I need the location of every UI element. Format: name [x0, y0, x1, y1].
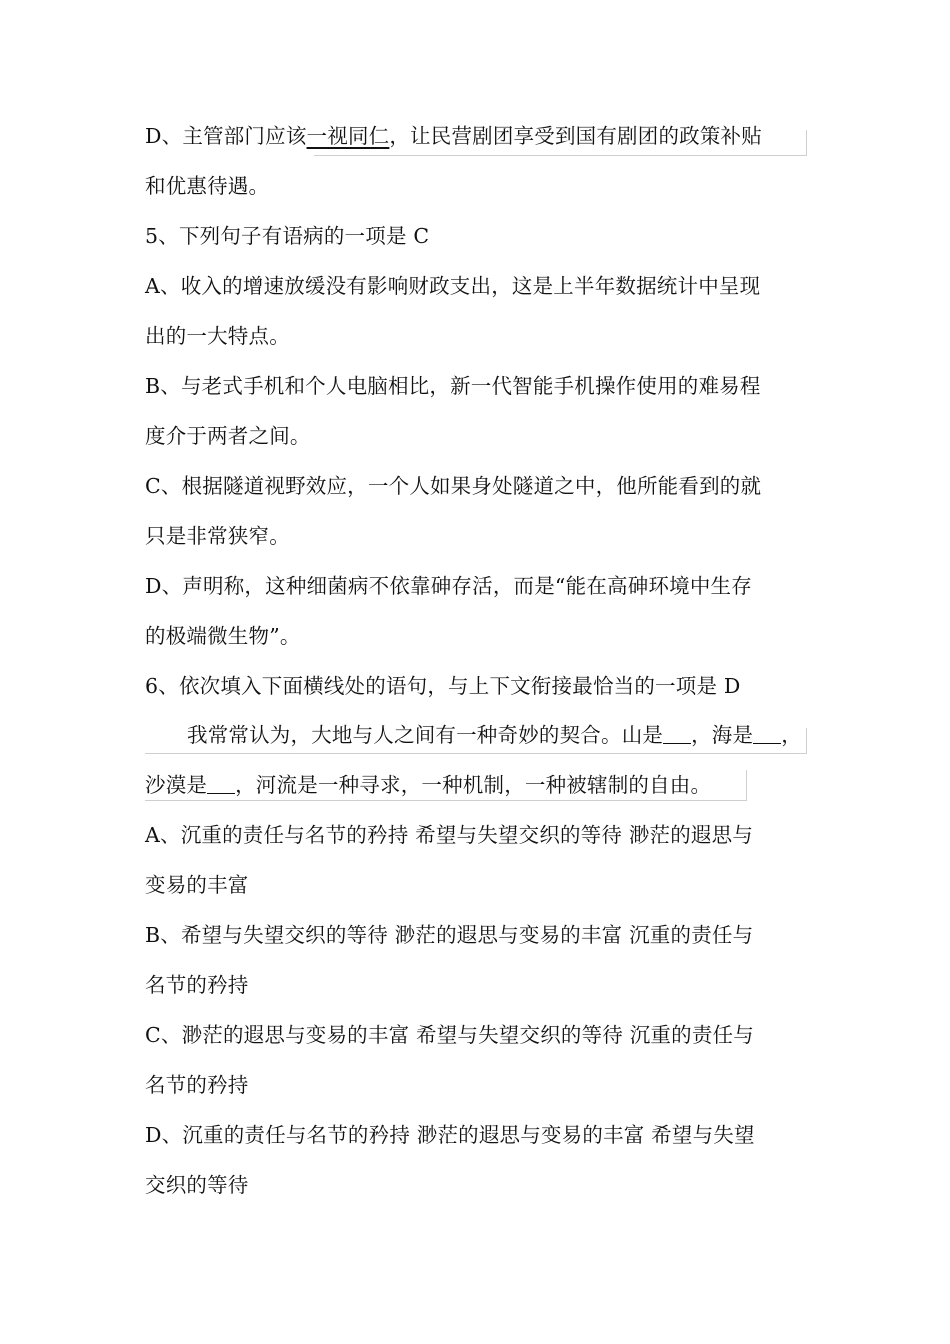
text-segment: ，让民营剧团享受到国有剧团的政策补贴 — [389, 124, 762, 148]
q6-option-d-line1: D、沉重的责任与名节的矜持 渺茫的遐思与变易的丰富 希望与失望 — [145, 1123, 755, 1147]
q5-option-d-line2: 的极端微生物”。 — [145, 624, 301, 648]
q6-passage-line1 — [187, 720, 807, 750]
q6-option-c-line2: 名节的矜持 — [145, 1073, 249, 1097]
fill-blank — [663, 723, 691, 744]
text-segment: D、主管部门应该 — [145, 124, 307, 148]
q5-option-d-line1: D、声明称，这种细菌病不依靠砷存活，而是“能在高砷环境中生存 — [145, 574, 752, 598]
q5-stem: 5、下列句子有语病的一项是 C — [145, 224, 430, 248]
q5-option-c-line2: 只是非常狭窄。 — [145, 524, 290, 548]
q5-option-a-line1: A、收入的增速放缓没有影响财政支出，这是上半年数据统计中呈现 — [145, 274, 761, 298]
q6-stem: 6、依次填入下面横线处的语句，与上下文衔接最恰当的一项是 D — [145, 674, 741, 698]
q6-passage-line2 — [145, 770, 815, 800]
fill-blank — [753, 723, 781, 744]
q4-option-d-line1 — [145, 121, 815, 151]
q4-option-d-line2: 和优惠待遇。 — [145, 174, 270, 198]
fill-blank — [207, 773, 235, 794]
text-segment: ，海是 — [691, 723, 754, 747]
q5-option-b-line2: 度介于两者之间。 — [145, 424, 311, 448]
text-segment: ，河流是一种寻求，一种机制，一种被辖制的自由。 — [235, 773, 712, 797]
q6-option-a-line1: A、沉重的责任与名节的矜持 希望与失望交织的等待 渺茫的遐思与 — [145, 823, 754, 847]
q6-option-a-line2: 变易的丰富 — [145, 873, 249, 897]
q6-option-d-line2: 交织的等待 — [145, 1173, 249, 1197]
q6-option-b-line2: 名节的矜持 — [145, 973, 249, 997]
text-segment: 沙漠是 — [145, 773, 208, 797]
underlined-phrase: 一视同仁 — [306, 124, 390, 148]
q5-option-b-line1: B、与老式手机和个人电脑相比，新一代智能手机操作使用的难易程 — [145, 374, 761, 398]
text-segment: 我常常认为，大地与人之间有一种奇妙的契合。山是 — [187, 723, 664, 747]
text-segment: ， — [781, 723, 802, 747]
q5-option-a-line2: 出的一大特点。 — [145, 324, 290, 348]
q6-option-c-line1: C、渺茫的遐思与变易的丰富 希望与失望交织的等待 沉重的责任与 — [145, 1023, 754, 1047]
q6-option-b-line1: B、希望与失望交织的等待 渺茫的遐思与变易的丰富 沉重的责任与 — [145, 923, 754, 947]
q5-option-c-line1: C、根据隧道视野效应，一个人如果身处隧道之中，他所能看到的就 — [145, 474, 762, 498]
